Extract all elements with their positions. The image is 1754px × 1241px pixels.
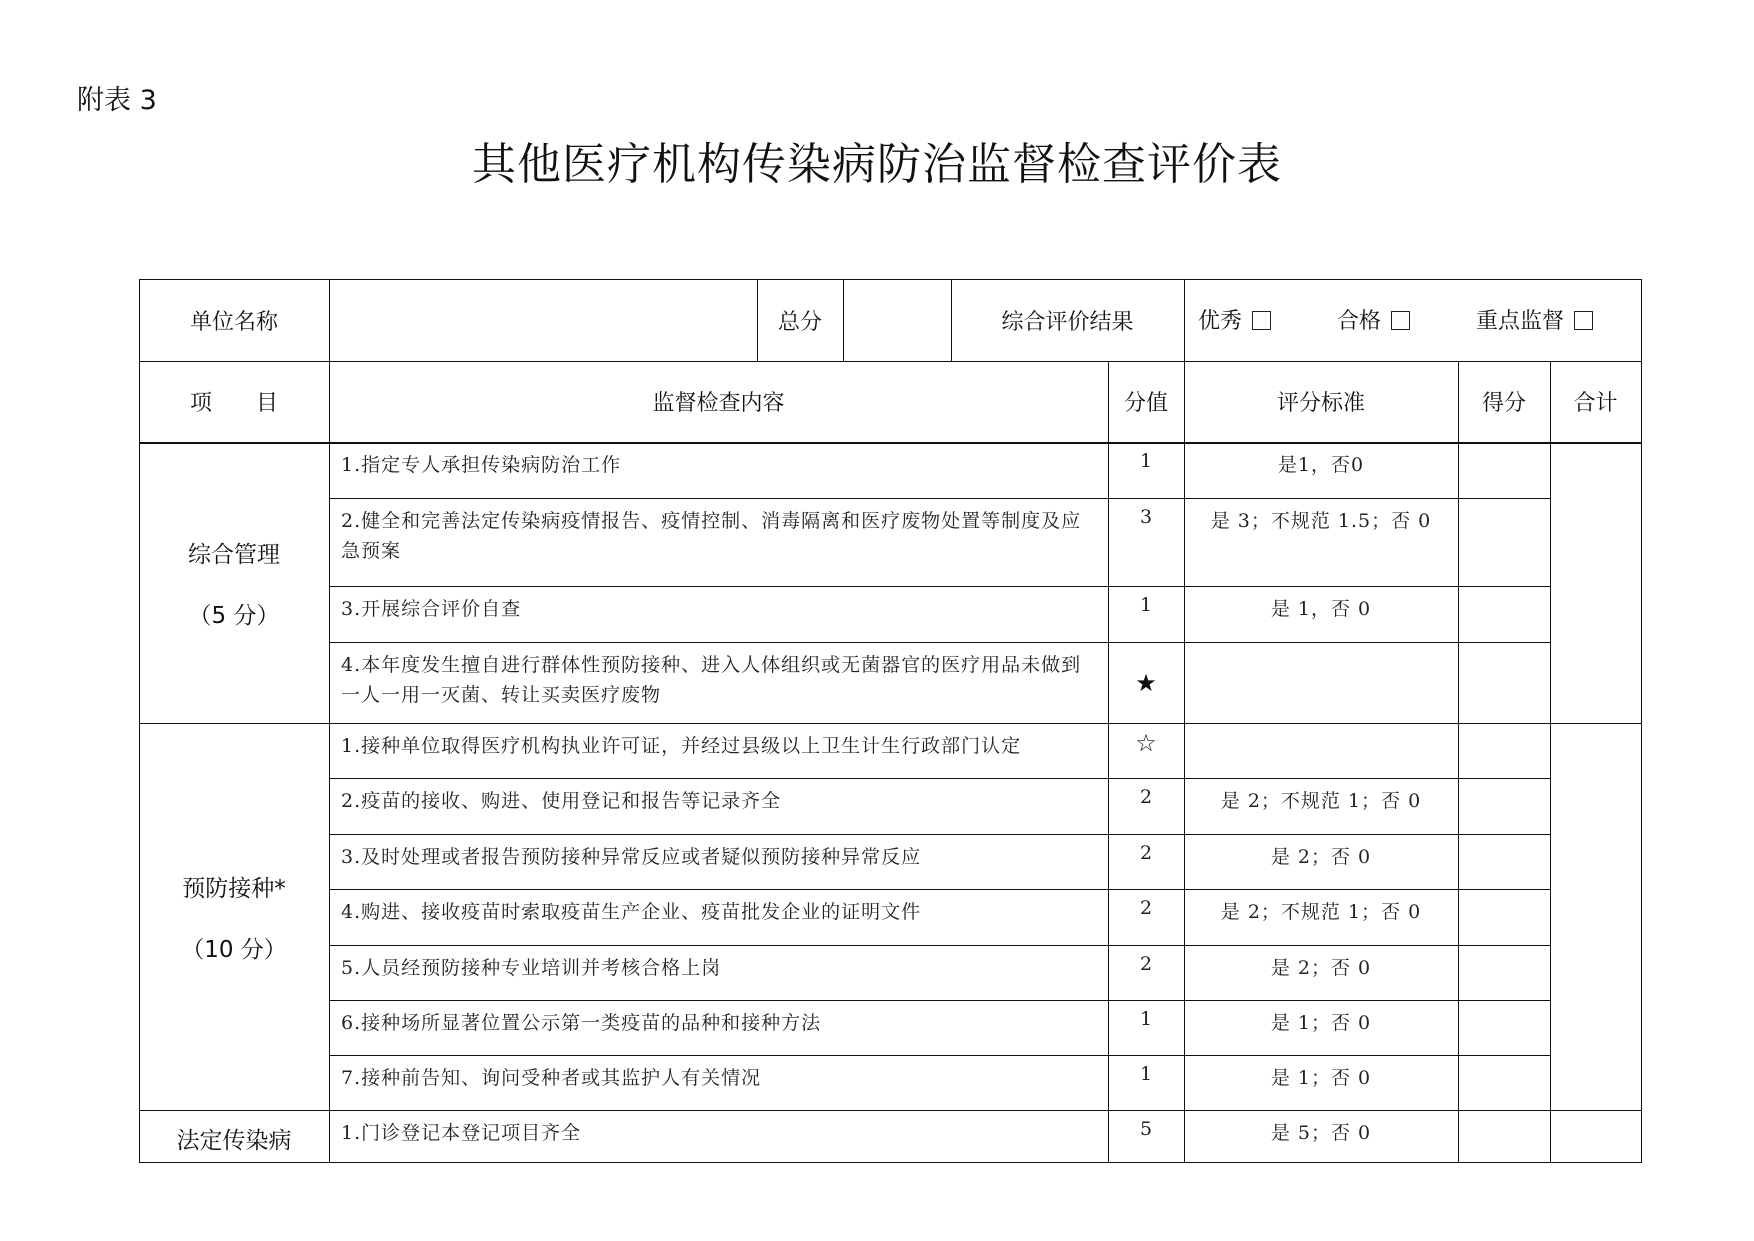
category-points: （5 分） <box>188 602 280 629</box>
table-border-line <box>139 1162 1642 1163</box>
inspection-item-text: 5.人员经预防接种专业培训并考核合格上岗 <box>341 957 722 979</box>
score-value: 2 <box>1139 786 1153 808</box>
section-total-field[interactable] <box>1550 723 1641 1110</box>
got-score-field[interactable] <box>1458 642 1550 723</box>
total-score-field[interactable] <box>843 279 951 361</box>
category-2 <box>139 723 329 1110</box>
category-name: 综合管理 <box>188 541 280 568</box>
score-value: 2 <box>1139 842 1153 864</box>
got-score-field[interactable] <box>1458 889 1550 945</box>
category-1 <box>139 442 329 723</box>
inspection-item-text: 1.门诊登记本登记项目齐全 <box>341 1122 582 1144</box>
score-value: 1 <box>1139 1008 1153 1030</box>
scoring-criteria: 是 3；不规范 1.5；否 0 <box>1210 510 1432 532</box>
score-value: 2 <box>1139 897 1153 919</box>
table-border-line <box>843 279 844 361</box>
inspection-item-text: 7.接种前告知、询问受种者或其监护人有关情况 <box>341 1067 762 1089</box>
appendix-label: 附表 3 <box>77 85 157 116</box>
table-border-line <box>757 279 758 361</box>
scoring-criteria: 是1，否0 <box>1277 454 1365 476</box>
category-points: （10 分） <box>181 936 287 963</box>
column-item: 项 目 <box>189 391 278 416</box>
scoring-criteria: 是 2；否 0 <box>1270 846 1372 868</box>
score-value: 5 <box>1139 1118 1153 1140</box>
checkbox-excellent-icon[interactable] <box>1252 311 1271 330</box>
option-qualified-label: 合格 <box>1337 309 1382 334</box>
page-title: 其他医疗机构传染病防治监督检查评价表 <box>472 139 1282 190</box>
scoring-criteria <box>1184 642 1458 723</box>
inspection-item-text: 2.疫苗的接收、购进、使用登记和报告等记录齐全 <box>341 790 782 812</box>
inspection-item-text: 1.指定专人承担传染病防治工作 <box>341 454 622 476</box>
scoring-criteria: 是 2；不规范 1；否 0 <box>1220 790 1422 812</box>
section-total-field[interactable] <box>1550 1110 1641 1162</box>
total-score-label: 总分 <box>777 309 822 335</box>
column-criteria: 评分标准 <box>1276 391 1365 416</box>
column-content: 监督检查内容 <box>652 391 785 416</box>
inspection-item-text: 1.接种单位取得医疗机构执业许可证，并经过县级以上卫生计生行政部门认定 <box>341 735 1022 757</box>
got-score-field[interactable] <box>1458 1110 1550 1162</box>
category-name: 法定传染病 <box>176 1128 292 1154</box>
checkbox-key-supervision-icon[interactable] <box>1574 311 1593 330</box>
category-name: 预防接种* <box>182 875 286 902</box>
got-score-field[interactable] <box>1458 834 1550 889</box>
inspection-item-text: 4.购进、接收疫苗时索取疫苗生产企业、疫苗批发企业的证明文件 <box>341 901 922 923</box>
evaluation-result-label: 综合评价结果 <box>1001 309 1134 335</box>
table-border-line <box>139 279 1642 280</box>
score-value: 1 <box>1139 594 1153 616</box>
table-border-line <box>951 279 952 361</box>
scoring-criteria: 是 2；否 0 <box>1270 957 1372 979</box>
table-border-line <box>1641 279 1642 1162</box>
column-got-score: 得分 <box>1481 391 1526 416</box>
option-qualified[interactable] <box>1337 304 1410 335</box>
scoring-criteria: 是 1，否 0 <box>1270 598 1372 620</box>
got-score-field[interactable] <box>1458 945 1550 1000</box>
scoring-criteria: 是 5；否 0 <box>1270 1122 1372 1144</box>
got-score-field[interactable] <box>1458 498 1550 586</box>
star-mark-icon: ★ <box>1135 668 1157 697</box>
got-score-field[interactable] <box>1458 1000 1550 1055</box>
option-excellent-label: 优秀 <box>1198 309 1243 334</box>
checkbox-qualified-icon[interactable] <box>1391 311 1410 330</box>
inspection-item-text: 2.健全和完善法定传染病疫情报告、疫情控制、消毒隔离和医疗废物处置等制度及应急预案 <box>341 510 1082 562</box>
table-border-line <box>1184 279 1185 361</box>
got-score-field[interactable] <box>1458 723 1550 778</box>
scoring-criteria: 是 1；否 0 <box>1270 1012 1372 1034</box>
inspection-item-text: 4.本年度发生擅自进行群体性预防接种、进入人体组织或无菌器官的医疗用品未做到一人一用一灭菌、转让买卖医疗废物 <box>341 654 1082 706</box>
got-score-field[interactable] <box>1458 442 1550 498</box>
got-score-field[interactable] <box>1458 778 1550 834</box>
option-key-supervision[interactable] <box>1476 304 1593 335</box>
score-value: 3 <box>1139 506 1153 528</box>
star-mark-icon: ☆ <box>1135 729 1157 757</box>
score-value: 2 <box>1139 953 1153 975</box>
score-value: 1 <box>1139 450 1153 472</box>
got-score-field[interactable] <box>1458 586 1550 642</box>
column-total: 合计 <box>1573 391 1618 416</box>
unit-name-label: 单位名称 <box>189 309 278 335</box>
scoring-criteria <box>1184 723 1458 778</box>
inspection-item-text: 3.开展综合评价自查 <box>341 598 522 620</box>
inspection-item-text: 6.接种场所显著位置公示第一类疫苗的品种和接种方法 <box>341 1012 822 1034</box>
option-key-supervision-label: 重点监督 <box>1476 309 1565 334</box>
scoring-criteria: 是 2；不规范 1；否 0 <box>1220 901 1422 923</box>
got-score-field[interactable] <box>1458 1055 1550 1110</box>
option-excellent[interactable] <box>1198 304 1271 335</box>
score-value: 1 <box>1139 1063 1153 1085</box>
column-score: 分值 <box>1123 391 1168 416</box>
section-total-field[interactable] <box>1550 442 1641 723</box>
table-border-line <box>139 361 1642 362</box>
unit-name-field[interactable] <box>329 279 757 361</box>
inspection-item-text: 3.及时处理或者报告预防接种异常反应或者疑似预防接种异常反应 <box>341 846 922 868</box>
scoring-criteria: 是 1；否 0 <box>1270 1067 1372 1089</box>
category-3 <box>139 1110 329 1162</box>
